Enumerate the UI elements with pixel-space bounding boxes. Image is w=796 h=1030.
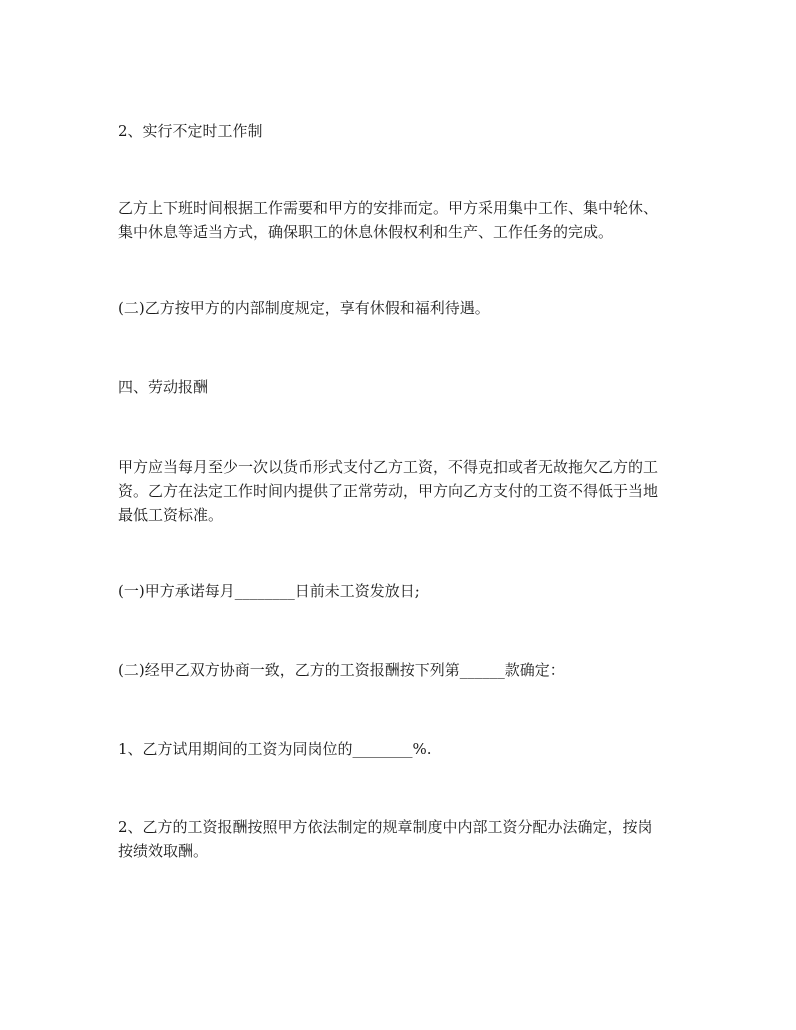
text-line: (一)甲方承诺每月________日前未工资发放日; <box>118 582 420 600</box>
text-line: (二)乙方按甲方的内部制度规定，享有休假和福利待遇。 <box>118 299 490 317</box>
text-line: 1、乙方试用期间的工资为同岗位的________%. <box>118 740 432 758</box>
text-line: 2、实行不定时工作制 <box>118 122 263 140</box>
paragraph-work-schedule <box>118 196 678 244</box>
text-line: 乙方上下班时间根据工作需要和甲方的安排而定。甲方采用集中工作、集中轮休、 <box>118 199 659 217</box>
text-line: 甲方应当每月至少一次以货币形式支付乙方工资，不得克扣或者无故拖欠乙方的工 <box>118 458 659 476</box>
paragraph-wage-option <box>118 658 678 682</box>
text-line: 四、劳动报酬 <box>118 378 209 396</box>
text-line: 按绩效取酬。 <box>118 842 209 860</box>
paragraph-payday <box>118 579 678 603</box>
paragraph-leave-benefits <box>118 296 678 320</box>
text-line: (二)经甲乙双方协商一致，乙方的工资报酬按下列第______款确定： <box>118 661 565 679</box>
section-heading-remuneration <box>118 375 678 399</box>
paragraph-wage-rules <box>118 815 678 863</box>
text-line: 最低工资标准。 <box>118 506 224 524</box>
paragraph-wage-payment <box>118 455 678 527</box>
text-line: 集中休息等适当方式，确保职工的休息休假权利和生产、工作任务的完成。 <box>118 223 614 241</box>
text-line: 资。乙方在法定工作时间内提供了正常劳动，甲方向乙方支付的工资不得低于当地 <box>118 482 659 500</box>
paragraph-irregular-hours-heading <box>118 119 678 143</box>
paragraph-probation-wage <box>118 737 678 761</box>
text-line: 2、乙方的工资报酬按照甲方依法制定的规章制度中内部工资分配办法确定，按岗 <box>118 818 653 836</box>
